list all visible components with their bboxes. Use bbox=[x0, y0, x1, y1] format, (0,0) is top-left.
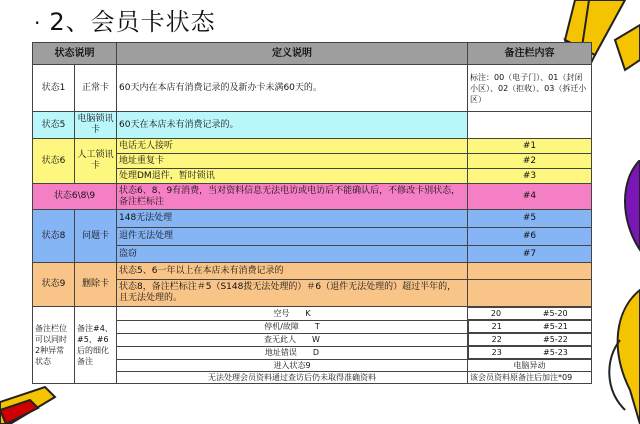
pencil-icon-right bbox=[600, 160, 640, 424]
code: 23 bbox=[491, 348, 502, 357]
definition-cell: 退件无法处理 bbox=[117, 228, 468, 246]
title-text: 2、会员卡状态 bbox=[49, 8, 216, 36]
remark-cell: #3 bbox=[468, 169, 592, 184]
definition-cell: 60天内在本店有消费记录的及新办卡未满60天的。 bbox=[117, 65, 468, 112]
range: #5-20 bbox=[542, 309, 568, 318]
sub-item-label: 空号 K bbox=[117, 307, 468, 321]
code: 21 bbox=[491, 322, 502, 331]
bullet: · bbox=[34, 11, 42, 35]
card-type-cell: 电脑锁讯卡 bbox=[75, 112, 117, 139]
state-cell: 状态9 bbox=[33, 263, 75, 307]
remark-cell: #5 bbox=[468, 210, 592, 228]
member-card-status-table bbox=[32, 42, 592, 384]
definition-cell: 处理DM退件，暂时锁讯 bbox=[117, 169, 468, 184]
definition-cell: 状态8，备注栏标注＃5（S148拨无法处理的）＃6（退件无法处理的）超过半年的，且无法处理的。 bbox=[117, 280, 468, 307]
definition-cell: 盗窃 bbox=[117, 246, 468, 263]
definition-cell: 地址重复卡 bbox=[117, 154, 468, 169]
state-cell: 状态1 bbox=[33, 65, 75, 112]
state-cell: 状态6\8\9 bbox=[33, 184, 117, 210]
last-remark: 该会员资料原备注后加注*09 bbox=[468, 372, 592, 384]
header-remarks: 备注栏内容 bbox=[468, 43, 592, 65]
remark-cell bbox=[468, 112, 592, 139]
sub-item-label: 地址错误 D bbox=[117, 346, 468, 360]
remark-cell bbox=[468, 280, 592, 307]
card-type-cell: 删除卡 bbox=[75, 263, 117, 307]
definition-cell: 电话无人接听 bbox=[117, 139, 468, 154]
remark-cell: 标注：00（电子门）、01（封闭小区）、02（拒收）、03（拆迁小区） bbox=[468, 65, 592, 112]
pencil-icon-bottom-left bbox=[0, 382, 60, 424]
enter-status-9: 进入状态9 bbox=[117, 360, 468, 372]
note-cell: 备注#4、#5、#6后的细化备注 bbox=[75, 307, 117, 384]
note-cell: 备注栏位可以同时2种异常状态 bbox=[33, 307, 75, 384]
range: #5-23 bbox=[543, 348, 568, 357]
remark-cell: #2 bbox=[468, 154, 592, 169]
definition-cell: 148无法处理 bbox=[117, 210, 468, 228]
state-cell: 状态5 bbox=[33, 112, 75, 139]
definition-cell: 60天在本店未有消费记录的。 bbox=[117, 112, 468, 139]
definition-cell: 状态6、8、9有消费，当对资料信息无法电访或电访后不能确认后，不修改卡别状态，备注栏标注 bbox=[117, 184, 468, 210]
range: #5-22 bbox=[543, 335, 568, 344]
sub-item-code bbox=[468, 333, 592, 346]
sub-item-code bbox=[468, 346, 592, 359]
sub-item-code bbox=[468, 320, 592, 333]
code: 20 bbox=[490, 309, 502, 318]
card-type-cell: 人工锁讯卡 bbox=[75, 139, 117, 184]
card-type-cell: 正常卡 bbox=[75, 65, 117, 112]
sub-item-label: 查无此人 W bbox=[117, 333, 468, 346]
remark-cell: #4 bbox=[468, 184, 592, 210]
remark-cell bbox=[468, 263, 592, 280]
header-status-desc: 状态说明 bbox=[33, 43, 117, 65]
header-definition: 定义说明 bbox=[117, 43, 468, 65]
sub-item-code bbox=[468, 307, 592, 320]
card-type-cell: 问题卡 bbox=[75, 210, 117, 263]
remark-cell: #7 bbox=[468, 246, 592, 263]
remark-cell: #6 bbox=[468, 228, 592, 246]
page-title bbox=[34, 2, 216, 37]
sub-item-label: 停机/故障 T bbox=[117, 320, 468, 333]
state-cell: 状态8 bbox=[33, 210, 75, 263]
state-cell: 状态6 bbox=[33, 139, 75, 184]
range: #5-21 bbox=[543, 322, 568, 331]
code: 22 bbox=[491, 335, 502, 344]
last-definition: 无法处理会员资料通过查访后仍未取得准确资料 bbox=[117, 372, 468, 384]
computer-change: 电脑异动 bbox=[468, 360, 592, 372]
definition-cell: 状态5、6一年以上在本店未有消费记录的 bbox=[117, 263, 468, 280]
remark-cell: #1 bbox=[468, 139, 592, 154]
